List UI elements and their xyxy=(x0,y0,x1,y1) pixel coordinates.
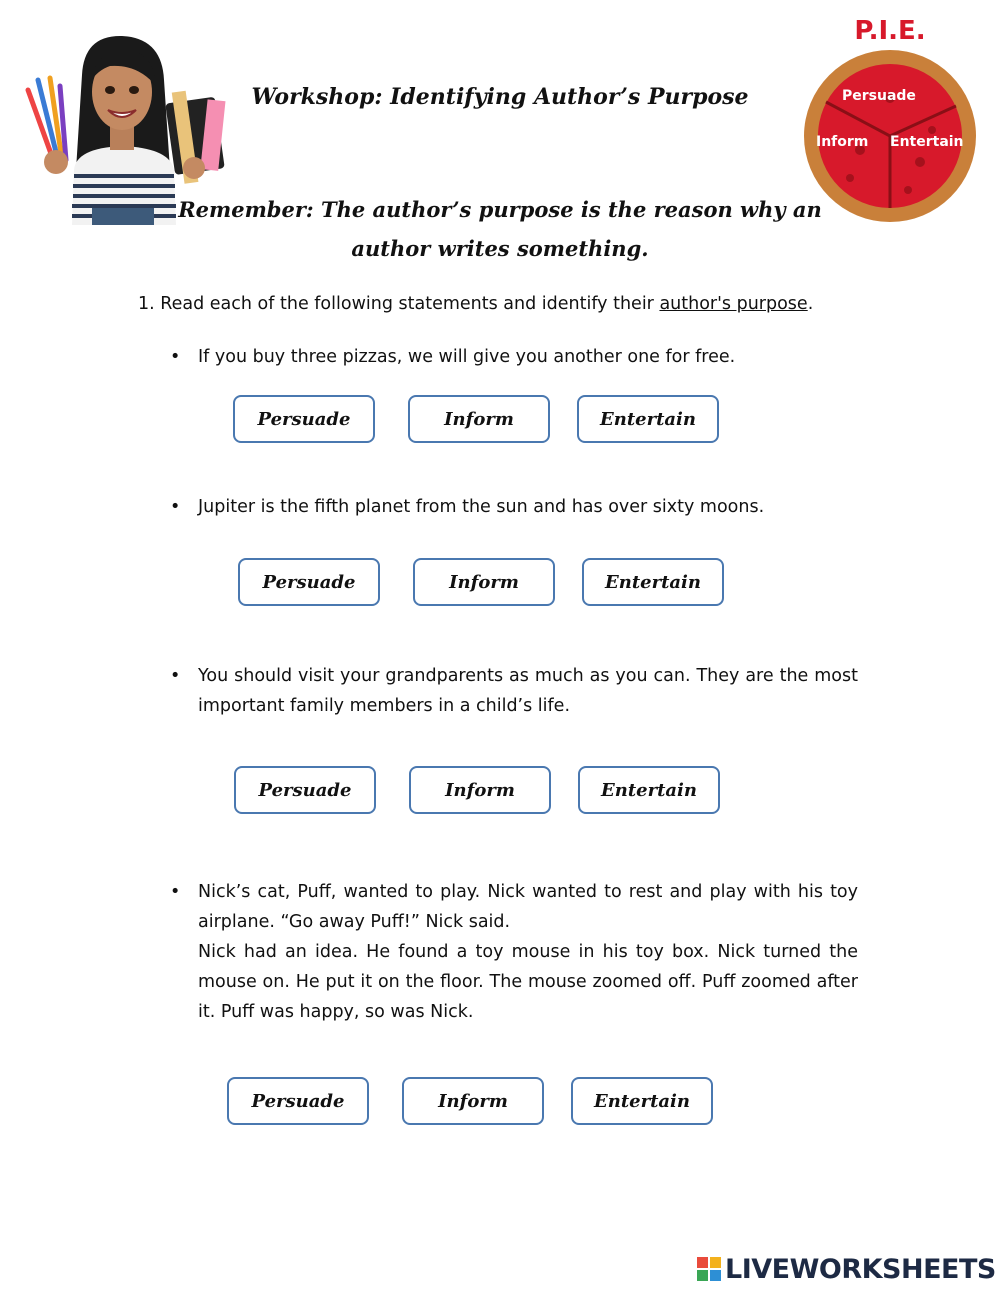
q3-option-entertain[interactable]: Entertain xyxy=(578,766,720,814)
instruction-prefix: 1. Read each of the following statements and identify their xyxy=(138,294,660,314)
q4-option-entertain[interactable]: Entertain xyxy=(571,1077,713,1125)
question-2-text: Jupiter is the fifth planet from the sun and has over sixty moons. xyxy=(198,497,765,517)
q2-option-persuade[interactable]: Persuade xyxy=(238,558,380,606)
question-4-text xyxy=(198,877,858,1027)
q4-option-inform[interactable]: Inform xyxy=(402,1077,544,1125)
liveworksheets-logo-icon xyxy=(697,1257,721,1281)
q3-option-persuade[interactable]: Persuade xyxy=(234,766,376,814)
q3-option-inform[interactable]: Inform xyxy=(409,766,551,814)
brand-name: LIVEWORKSHEETS xyxy=(725,1253,996,1285)
question-1-text: If you buy three pizzas, we will give you another one for free. xyxy=(198,347,736,367)
q1-option-inform[interactable]: Inform xyxy=(408,395,550,443)
q1-option-persuade[interactable]: Persuade xyxy=(233,395,375,443)
instruction-underlined: author's purpose xyxy=(659,294,808,314)
pie-label-persuade: Persuade xyxy=(842,88,916,104)
pie-chart-logo-icon xyxy=(790,14,990,224)
pie-heading: P.I.E. xyxy=(854,16,926,46)
q2-option-inform[interactable]: Inform xyxy=(413,558,555,606)
q4-option-persuade[interactable]: Persuade xyxy=(227,1077,369,1125)
pie-label-entertain: Entertain xyxy=(890,134,964,150)
bullet-icon: • xyxy=(170,882,181,902)
question-4-paragraph-1: Nick’s cat, Puff, wanted to play. Nick wanted to rest and play with his toy airplane. “Go away Puff!” Nick said. xyxy=(198,882,858,932)
q2-option-entertain[interactable]: Entertain xyxy=(582,558,724,606)
instruction-suffix: . xyxy=(807,294,814,314)
bullet-icon: • xyxy=(170,666,181,686)
bullet-icon: • xyxy=(170,347,181,367)
question-4-paragraph-2: Nick had an idea. He found a toy mouse in his toy box. Nick turned the mouse on. He put it on the floor. The mouse zoomed off. Puff zoomed after it. Puff was happy, so was Nick. xyxy=(198,942,858,1022)
bullet-icon: • xyxy=(170,497,181,517)
reminder-text: Remember: The author’s purpose is the reason why an author writes something. xyxy=(178,197,822,261)
liveworksheets-logo[interactable] xyxy=(697,1252,996,1286)
instruction-text xyxy=(138,294,813,314)
worksheet-title: Workshop: Identifying Author’s Purpose xyxy=(251,84,749,110)
question-3-text: You should visit your grandparents as much as you can. They are the most important family members in a child’s life. xyxy=(198,666,858,716)
q1-option-entertain[interactable]: Entertain xyxy=(577,395,719,443)
pie-label-inform: Inform xyxy=(816,134,869,150)
